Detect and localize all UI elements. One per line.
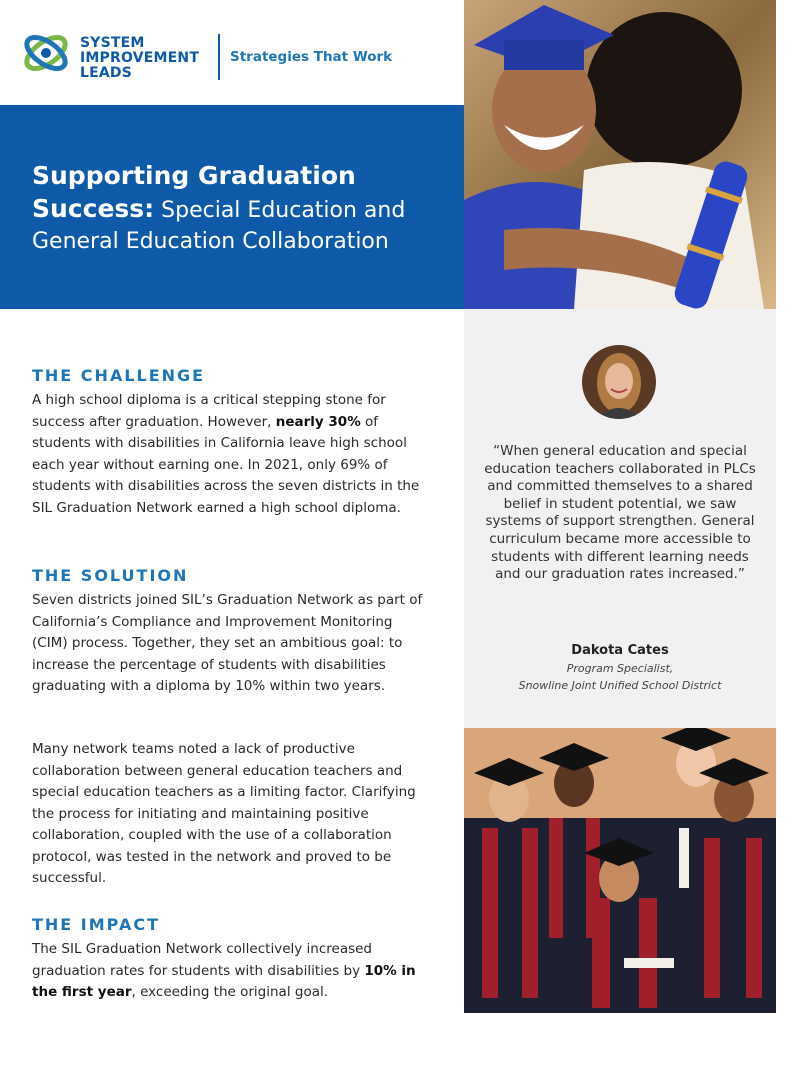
logo-line: IMPROVEMENT xyxy=(80,50,200,66)
solution-paragraph: Seven districts joined SIL’s Graduation Network as part of California’s Compliance and Improvement Monitoring (CIM) process. Together, they set an ambitious goal: to increase the percentage of students with disabilities graduating with a diploma by 10% within two years. xyxy=(32,592,423,694)
page-title xyxy=(32,160,452,257)
section-heading-challenge: THE CHALLENGE xyxy=(32,366,206,385)
impact-text-continued: , exceeding the original goal. xyxy=(131,984,329,1000)
logo-wordmark xyxy=(80,36,199,81)
logo-divider xyxy=(218,34,220,80)
challenge-text: A high school diploma is a critical stepping stone for success after graduation. However, xyxy=(32,392,386,430)
impact-highlight: 10% in the first year xyxy=(32,962,416,1000)
section-heading-impact: THE IMPACT xyxy=(32,915,160,934)
tagline: Strategies That Work xyxy=(230,49,393,65)
graduates-group-photo xyxy=(464,728,776,1013)
impact-text: The SIL Graduation Network collectively increased graduation rates for students with disabilities by xyxy=(32,941,373,979)
title-bold: Supporting Graduation Success: xyxy=(32,161,356,223)
logo-line: LEADS xyxy=(80,65,133,81)
quote-author-name: Dakota Cates xyxy=(571,643,669,658)
challenge-highlight: nearly 30% xyxy=(275,413,361,430)
title-subtitle: Special Education and General Education Collaboration xyxy=(32,198,406,254)
testimonial-quote: “When general education and special education teachers collaborated in PLCs and committed themselves to a shared belief in student potential, we saw systems of support strengthen. General curriculum became more accessible to students with different learning needs and our graduation rates increased.” xyxy=(484,443,756,583)
impact-paragraph xyxy=(32,939,432,1004)
solution-paragraph-2: Many network teams noted a lack of productive collaboration between general education teachers and special education teachers as a limiting factor. Clarifying the process for initiating and maintaining positive collaboration, coupled with the use of a collaboration protocol, was tested in the network and proved to be successful. xyxy=(32,741,416,886)
avatar xyxy=(582,345,656,419)
challenge-paragraph xyxy=(32,390,432,519)
logo-line: SYSTEM xyxy=(80,35,145,51)
system-improvement-leads-logo-icon xyxy=(20,27,72,79)
page-header xyxy=(0,0,464,105)
challenge-text-continued: of students with disabilities in California leave high school each year without earning one. In 2021, only 69% of students with disabilities across the seven districts in the SIL Graduation Network earned a high school diploma. xyxy=(32,413,420,516)
section-heading-solution: THE SOLUTION xyxy=(32,566,189,585)
quote-author-organization: Snowline Joint Unified School District xyxy=(518,679,722,692)
quote-author-title: Program Specialist, xyxy=(566,662,674,675)
hero-graduation-hug-photo xyxy=(464,0,776,309)
